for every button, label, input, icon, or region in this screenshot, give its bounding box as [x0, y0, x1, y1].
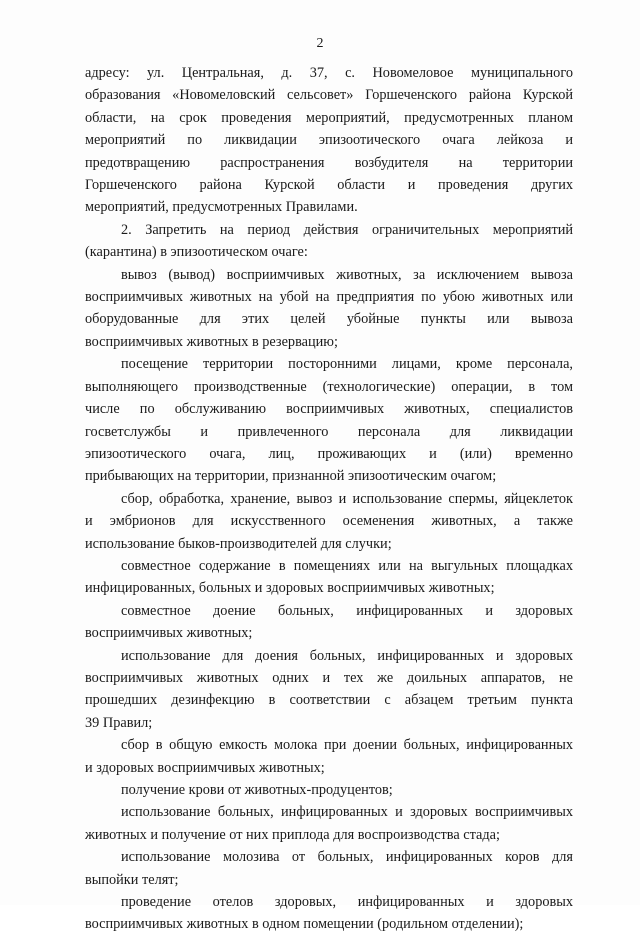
paragraph-colostrum [85, 846, 573, 891]
document-body [85, 62, 573, 936]
text-line: Горшеченского района Курской области и проведения других [85, 177, 573, 194]
text-line: сбор, обработка, хранение, вывоз и использование спермы, яйцеклеток [121, 490, 573, 507]
paragraph-joint-milking [85, 600, 573, 645]
text-line: мероприятий по ликвидации эпизоотического очага лейкоза и [85, 132, 573, 149]
text-line: использование для доения больных, инфицированных и здоровых [121, 647, 573, 664]
paragraph-blood-collection [85, 779, 573, 801]
text-line: прибывающих на территории, признанной эпизоотическим очагом; [85, 468, 497, 485]
text-line: восприимчивых животных в одном помещении (родильном отделении); [85, 916, 524, 933]
text-line: совместное содержание в помещениях или на выгульных площадках [121, 557, 573, 574]
text-line: использование быков-производителей для случки; [85, 535, 392, 552]
text-line: сбор в общую емкость молока при доении больных, инфицированных [121, 737, 573, 754]
text-line: числе по обслуживанию восприимчивых животных, специалистов [85, 401, 573, 418]
text-line: (карантина) в эпизоотическом очаге: [85, 244, 308, 261]
text-line: посещение территории посторонними лицами, кроме персонала, [121, 356, 573, 373]
paragraph-reproduction [85, 801, 573, 846]
text-line: получение крови от животных-продуцентов; [121, 782, 393, 798]
paragraph-address [85, 62, 573, 219]
paragraph-calving [85, 891, 573, 936]
text-line: и здоровых восприимчивых животных; [85, 759, 325, 776]
text-line: госветслужбы и привлеченного персонала для ликвидации [85, 423, 573, 440]
text-line: использование больных, инфицированных и здоровых восприимчивых [121, 804, 573, 821]
text-line: эпизоотического очага, лиц, проживающих и (или) временно [85, 445, 573, 462]
paragraph-visitors [85, 353, 573, 487]
text-line: мероприятий, предусмотренных Правилами. [85, 199, 358, 216]
text-line: оборудованные для этих целей убойные пункты или вывоза [85, 311, 573, 328]
text-line: выпойки телят; [85, 871, 179, 888]
text-line: и эмбрионов для искусственного осеменения животных, а также [85, 513, 573, 530]
text-line: предотвращению распространения возбудителя на территории [85, 154, 573, 171]
paragraph-insemination [85, 488, 573, 555]
text-line: совместное доение больных, инфицированных и здоровых [121, 602, 573, 619]
text-line: 39 Правил; [85, 714, 153, 731]
paragraph-prohibition-intro [85, 219, 573, 264]
text-line: восприимчивых животных; [85, 625, 253, 642]
paragraph-milk-collection [85, 734, 573, 779]
text-line: вывоз (вывод) восприимчивых животных, за исключением вывоза [121, 266, 573, 283]
text-line: использование молозива от больных, инфицированных коров для [121, 849, 573, 866]
text-line: инфицированных, больных и здоровых восприимчивых животных; [85, 580, 495, 597]
text-line: проведение отелов здоровых, инфицированных и здоровых [121, 894, 573, 911]
text-line: выполняющего производственные (технологические) операции, в том [85, 378, 573, 395]
text-line: образования «Новомеловский сельсовет» Горшеченского района Курской [85, 87, 573, 104]
text-line: восприимчивых животных на убой на предприятия по убою животных или [85, 289, 573, 306]
text-line: адресу: ул. Центральная, д. 37, с. Новомеловое муниципального [85, 65, 573, 81]
page-number: 2 [316, 36, 324, 51]
text-line: восприимчивых животных одних и тех же доильных аппаратов, не [85, 669, 573, 686]
text-line: прошедших дезинфекцию в соответствии с абзацем третьим пункта [85, 692, 573, 709]
text-line: восприимчивых животных в резервацию; [85, 333, 338, 350]
text-line: области, на срок проведения мероприятий, предусмотренных планом [85, 109, 573, 126]
paragraph-joint-housing [85, 555, 573, 600]
text-line: животных и получение от них приплода для воспроизводства стада; [85, 826, 500, 843]
paragraph-animal-export [85, 264, 573, 354]
paragraph-milking-equipment [85, 645, 573, 735]
text-line: 2. Запретить на период действия ограничительных мероприятий [121, 221, 573, 238]
